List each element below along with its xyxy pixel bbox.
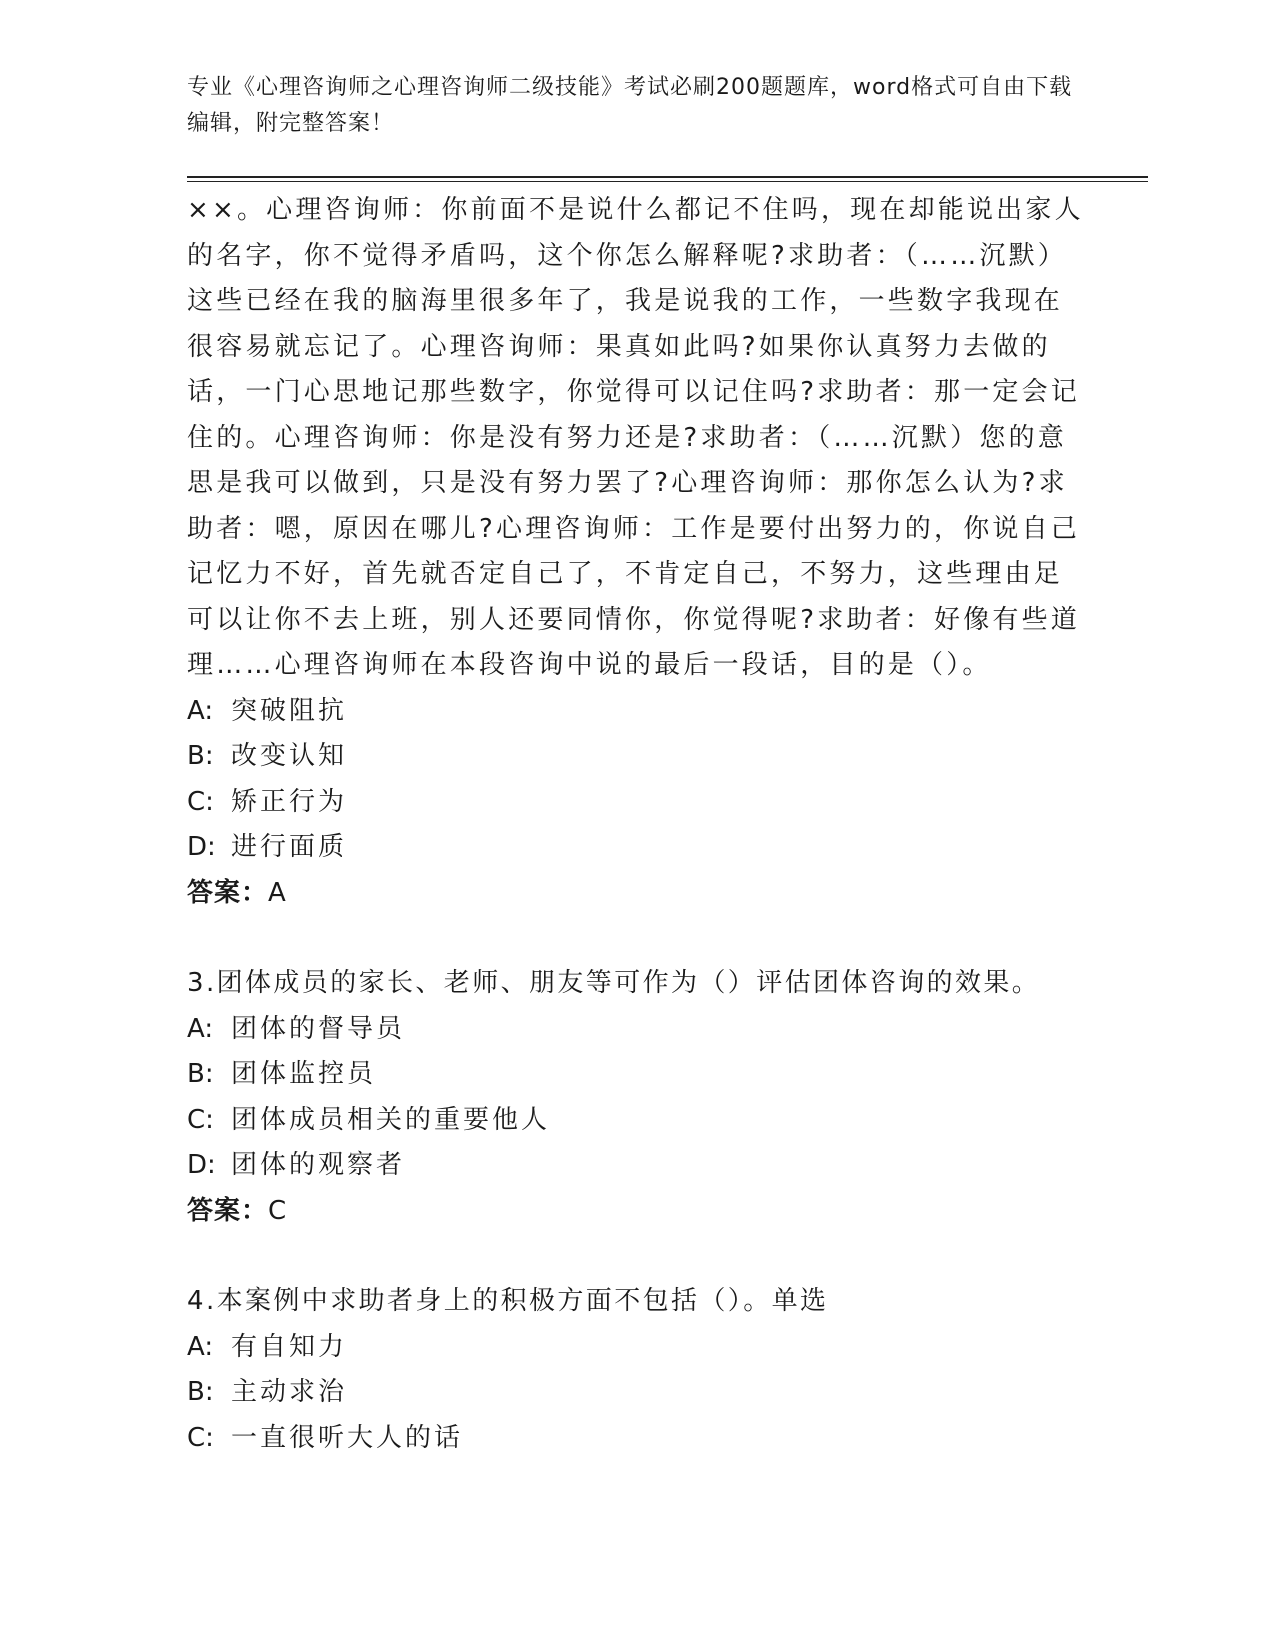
option-text: 矫正行为 bbox=[231, 786, 348, 817]
option-c bbox=[187, 1416, 1087, 1462]
option-text: 进行面质 bbox=[231, 832, 348, 862]
answer-line bbox=[187, 871, 1087, 917]
option-d bbox=[187, 1143, 1087, 1189]
option-key: D: bbox=[187, 1150, 216, 1180]
option-text: 团体成员相关的重要他人 bbox=[231, 1104, 551, 1135]
question-text: 3.团体成员的家长、老师、朋友等可作为（）评估团体咨询的效果。 bbox=[187, 968, 1041, 998]
header-rule-thick bbox=[187, 176, 1148, 178]
answer-value: C bbox=[268, 1195, 288, 1226]
question-passage: ××。心理咨询师：你前面不是说什么都记不住吗，现在却能说出家人的名字，你不觉得矛盾吗，这个你怎么解释呢?求助者：（……沉默）这些已经在我的脑海里很多年了，我是说我的工作，一些数字我现在很容易就忘记了。心理咨询师：果真如此吗?如果你认真努力去做的话，一门心思地记那些数字，你觉得可以记住吗?求助者：那一定会记住的。心理咨询师：你是没有努力还是?求助者：（……沉默）您的意思是我可以做到，只是没有努力罢了?心理咨询师：那你怎么认为?求助者：嗯，原因在哪儿?心理咨询师：工作是要付出努力的，你说自己记忆力不好，首先就否定自己了，不肯定自己，不努力，这些理由足可以让你不去上班，别人还要同情你，你觉得呢?求助者：好像有些道理……心理咨询师在本段咨询中说的最后一段话，目的是（）。 bbox=[187, 195, 1084, 680]
option-key: D: bbox=[187, 832, 216, 862]
option-key: A: bbox=[187, 1331, 214, 1362]
option-key: A: bbox=[187, 695, 214, 726]
option-text: 团体监控员 bbox=[231, 1059, 377, 1089]
option-text: 突破阻抗 bbox=[231, 695, 348, 726]
option-b bbox=[187, 734, 1087, 780]
document-body bbox=[187, 188, 1087, 1461]
answer-value: A bbox=[268, 877, 287, 908]
option-d bbox=[187, 825, 1087, 871]
option-c bbox=[187, 780, 1087, 826]
option-b bbox=[187, 1052, 1087, 1098]
option-text: 团体的观察者 bbox=[231, 1150, 406, 1180]
answer-line bbox=[187, 1189, 1087, 1235]
option-text: 团体的督导员 bbox=[231, 1013, 406, 1044]
option-a bbox=[187, 1325, 1087, 1371]
option-b bbox=[187, 1370, 1087, 1416]
option-key: B: bbox=[187, 741, 214, 771]
question-2 bbox=[187, 188, 1087, 916]
option-c bbox=[187, 1098, 1087, 1144]
option-key: C: bbox=[187, 1422, 214, 1453]
option-a bbox=[187, 689, 1087, 735]
question-4 bbox=[187, 1279, 1087, 1461]
option-key: B: bbox=[187, 1059, 214, 1089]
question-text: 4.本案例中求助者身上的积极方面不包括（）。单选 bbox=[187, 1286, 829, 1316]
option-text: 有自知力 bbox=[231, 1331, 348, 1362]
option-key: B: bbox=[187, 1377, 214, 1407]
option-text: 主动求治 bbox=[231, 1377, 348, 1407]
option-a bbox=[187, 1007, 1087, 1053]
document-header: 专业《心理咨询师之心理咨询师二级技能》考试必刷200题题库，word格式可自由下载编辑，附完整答案！ bbox=[187, 75, 1073, 136]
answer-label: 答案： bbox=[187, 1195, 269, 1226]
option-key: C: bbox=[187, 1104, 214, 1135]
header-rule-thin bbox=[187, 181, 1148, 182]
option-key: A: bbox=[187, 1013, 214, 1044]
option-text: 一直很听大人的话 bbox=[231, 1422, 464, 1453]
answer-label: 答案： bbox=[187, 877, 269, 908]
option-text: 改变认知 bbox=[231, 741, 348, 771]
question-3 bbox=[187, 961, 1087, 1234]
option-key: C: bbox=[187, 786, 214, 817]
